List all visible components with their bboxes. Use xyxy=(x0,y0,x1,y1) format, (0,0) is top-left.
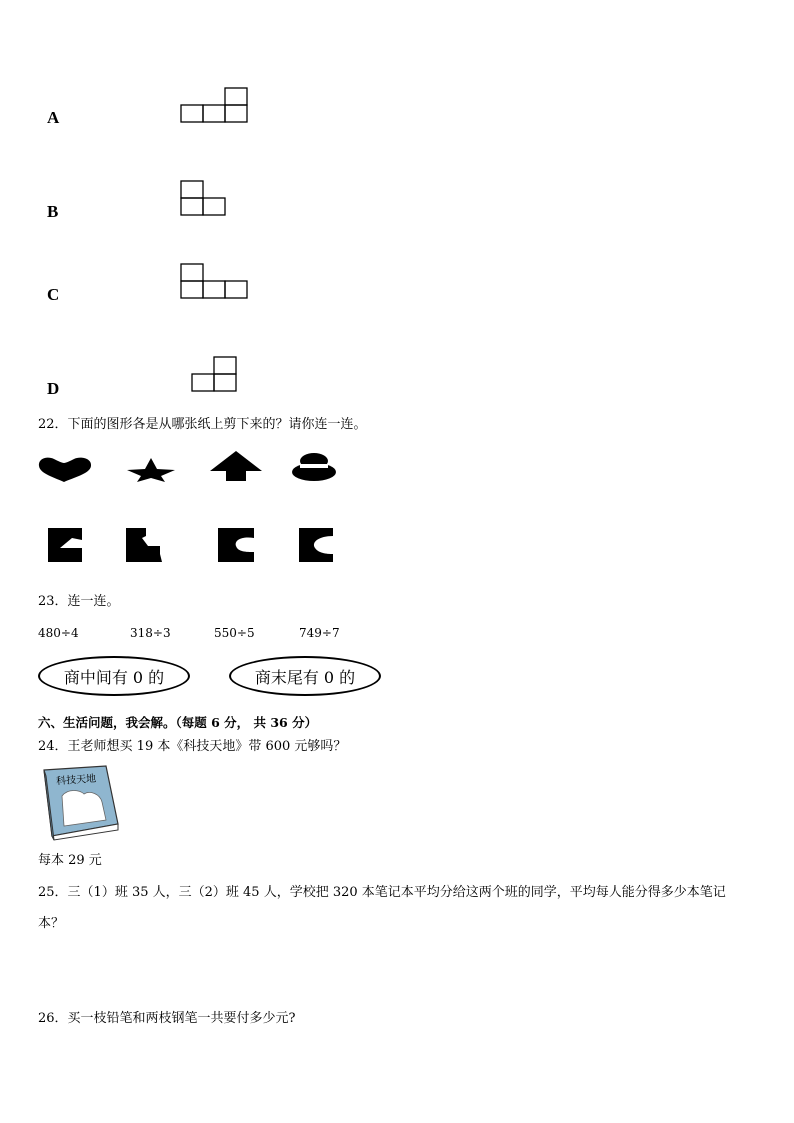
question-22-text: 22．下面的图形各是从哪张纸上剪下来的？请你连一连。 xyxy=(38,417,367,432)
heart-shape xyxy=(38,452,94,486)
paper-cut-4 xyxy=(297,526,339,564)
paper-cut-2 xyxy=(124,526,166,564)
option-b-label: B xyxy=(47,202,59,221)
option-b-figure xyxy=(180,180,228,218)
question-24-text: 24．王老师想买 19 本《科技天地》带 600 元够吗？ xyxy=(38,739,347,754)
option-d-figure xyxy=(191,356,241,394)
option-c-square xyxy=(225,281,247,298)
option-a-square xyxy=(203,105,225,122)
option-d-square xyxy=(214,374,236,391)
option-c-label: C xyxy=(47,285,60,304)
option-c-square xyxy=(181,281,203,298)
option-a-square xyxy=(225,88,247,105)
option-c-figure xyxy=(180,263,252,301)
expression-1: 480÷4 xyxy=(38,626,79,640)
oval-end-zero-label: 商末尾有 0 的 xyxy=(254,667,356,687)
paper-cut-3 xyxy=(216,526,258,564)
hat-shape xyxy=(290,452,338,484)
option-b-square xyxy=(181,198,203,215)
question-25-line1: 25．三（1）班 35 人，三（2）班 45 人，学校把 320 本笔记本平均分给这两个班的同学，平均每人能分得多少本笔记 xyxy=(38,885,726,900)
option-c-square xyxy=(181,264,203,281)
expression-2: 318÷3 xyxy=(130,626,171,640)
oval-middle-zero xyxy=(38,656,190,696)
section-6-title: 六、生活问题，我会解。（每题 6 分， 共 36 分） xyxy=(38,715,318,730)
option-b-square xyxy=(203,198,225,215)
expression-3: 550÷5 xyxy=(214,626,255,640)
arrow-shape xyxy=(208,449,264,485)
option-a-figure xyxy=(180,87,250,124)
option-d-square xyxy=(192,374,214,391)
question-23-text: 23．连一连。 xyxy=(38,594,120,609)
option-d-square xyxy=(214,357,236,374)
expression-4: 749÷7 xyxy=(299,626,340,640)
option-a-square xyxy=(225,105,247,122)
option-a-square xyxy=(181,105,203,122)
book-title: 科技天地 xyxy=(55,773,97,788)
option-a-label: A xyxy=(47,108,60,127)
question-26-text: 26．买一枝铅笔和两枝钢笔一共要付多少元? xyxy=(38,1011,296,1026)
paper-cut-1 xyxy=(46,526,86,564)
option-c-square xyxy=(203,281,225,298)
option-b-square xyxy=(181,181,203,198)
oval-end-zero xyxy=(229,656,381,696)
question-25-line2: 本？ xyxy=(38,916,65,931)
option-d-label: D xyxy=(47,379,60,398)
star-shape xyxy=(125,455,179,483)
oval-middle-zero-label: 商中间有 0 的 xyxy=(63,667,165,687)
question-24-price: 每本 29 元 xyxy=(38,853,102,868)
